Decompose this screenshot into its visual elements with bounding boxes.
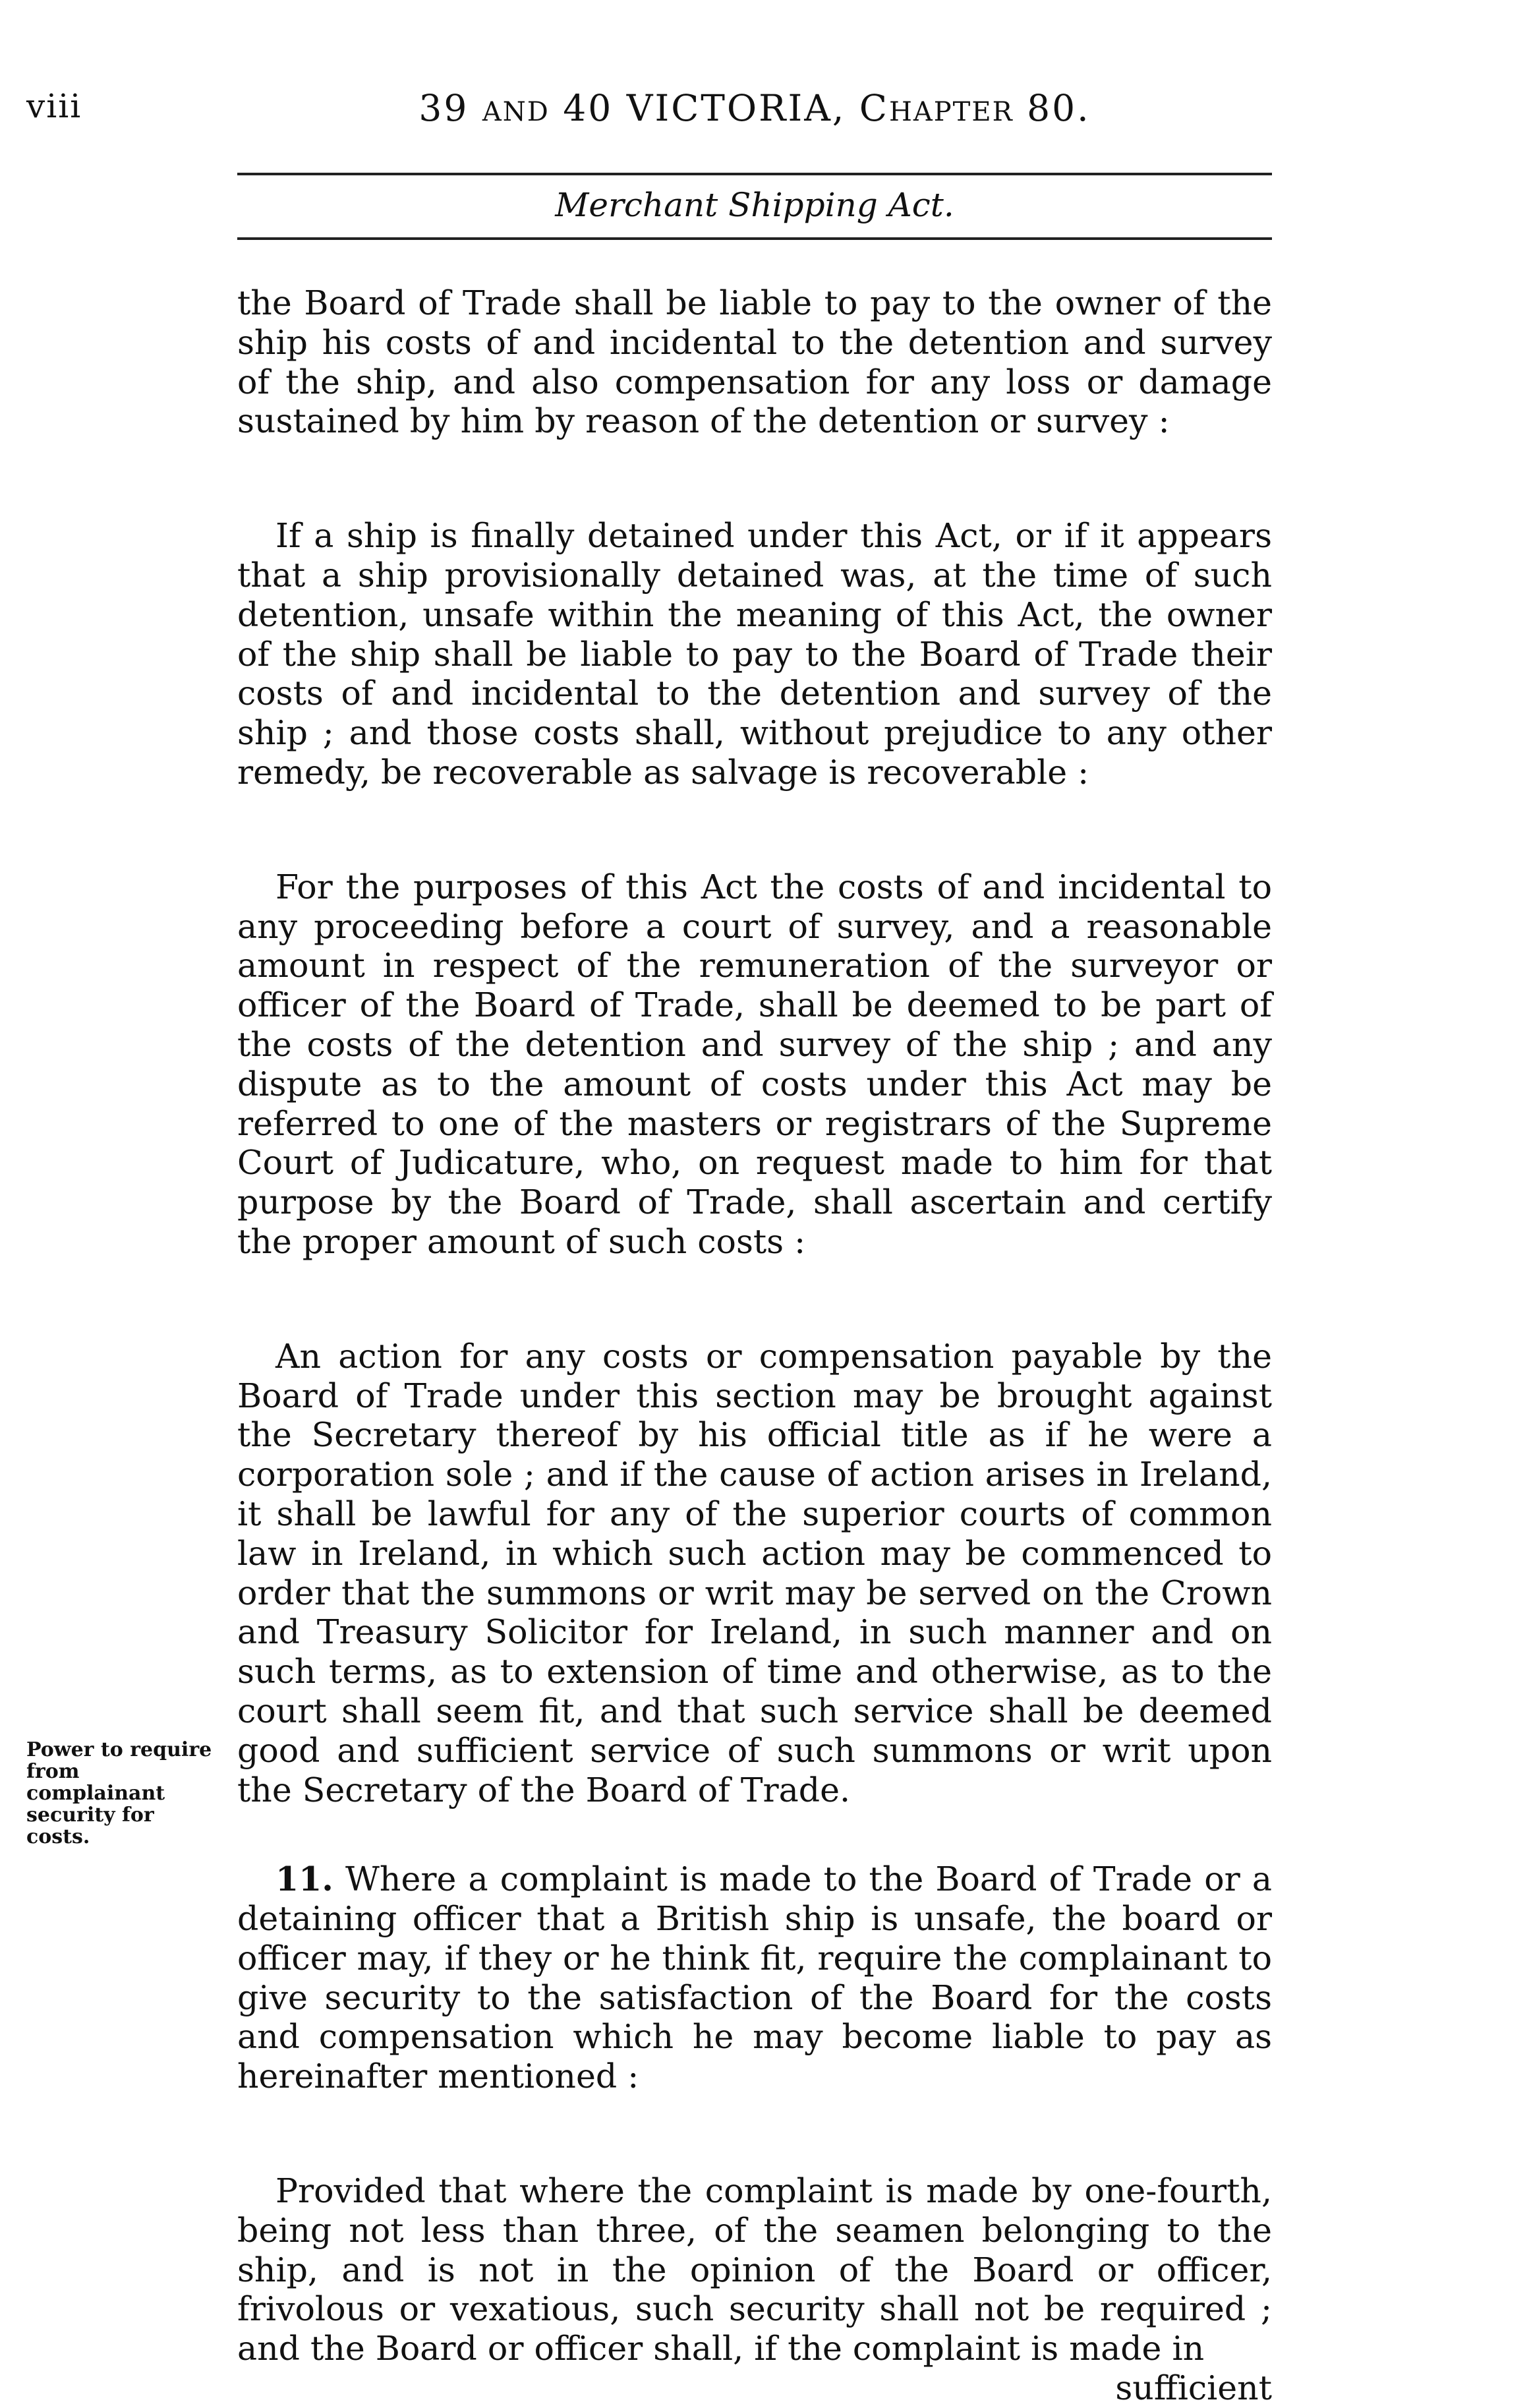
catchword: sufficient	[1115, 2368, 1272, 2408]
running-head	[237, 87, 1272, 129]
running-head-chapter-rest: HAPTER	[889, 97, 1014, 127]
header-rule-bottom	[237, 237, 1272, 240]
section-11-text: Where a complaint is made to the Board of Trade or a detaining officer that a British ship is unsafe, the board or officer may, if they or he think fit, require the complainant to give security to the satisfaction of the Board for the costs and compensation which he may become liable to pay as hereinafter mentioned :	[237, 1860, 1272, 2096]
body-text	[237, 283, 1272, 2408]
running-head-chapter-initial: C	[859, 87, 889, 129]
header-rule-top	[237, 173, 1272, 175]
running-head-part2: 40 VICTORIA,	[563, 87, 846, 129]
section-11	[237, 1860, 1272, 2096]
running-head-and: AND	[482, 97, 550, 127]
paragraph-3: For the purposes of this Act the costs of and incidental to any proceeding before a court of survey, and a reasonable amount in respect of the remuneration of the surveyor or officer of the Board of Trade, shall be deemed to be part of the costs of the detention and survey of the ship ; and any dispute as to the amount of costs under this Act may be referred to one of the masters or registrars of the Supreme Court of Judicature, who, on request made to him for that purpose by the Board of Trade, shall ascertain and certify the proper amount of such costs :	[237, 867, 1272, 1261]
paragraph-4: An action for any costs or compensation payable by the Board of Trade under this section may be brought against the Secretary thereof by his official title as if he were a corporation sole ; and if the cause of action arises in Ireland, it shall be lawful for any of the superior courts of common law in Ireland, in which such action may be commenced to order that the summons or writ may be served on the Crown and Treasury Solicitor for Ireland, in such manner and on such terms, as to extension of time and otherwise, as to the court shall seem fit, and that such service shall be deemed good and sufficient service of such summons or writ upon the Secretary of the Board of Trade.	[237, 1336, 1272, 1809]
paragraph-1: the Board of Trade shall be liable to pay to the owner of the ship his costs of and incidental to the detention and survey of the ship, and also compensation for any loss or damage sustained by him by reason of the detention or survey :	[237, 283, 1272, 441]
section-11-number: 11.	[275, 1860, 333, 1899]
page-number: viii	[26, 87, 82, 125]
running-head-chapter-number: 80.	[1027, 87, 1091, 129]
margin-note: Power to require from complainant security for costs.	[26, 1738, 212, 1848]
running-head-chapter	[859, 87, 1014, 129]
subtitle: Merchant Shipping Act.	[555, 186, 954, 224]
paragraph-6: Provided that where the complaint is made by one-fourth, being not less than three, of the seamen belonging to the ship, and is not in the opinion of the Board or officer, frivolous or vexatious, such security shall not be required ; and the Board or officer shall, if the complaint is made in	[237, 2171, 1272, 2368]
paragraph-2: If a ship is finally detained under this Act, or if it appears that a ship provisionally detained was, at the time of such detention, unsafe within the meaning of this Act, the owner of the ship shall be liable to pay to the Board of Trade their costs of and incidental to the detention and survey of the ship ; and those costs shall, without prejudice to any other remedy, be recoverable as salvage is recoverable :	[237, 516, 1272, 792]
running-head-part1: 39	[418, 87, 469, 129]
